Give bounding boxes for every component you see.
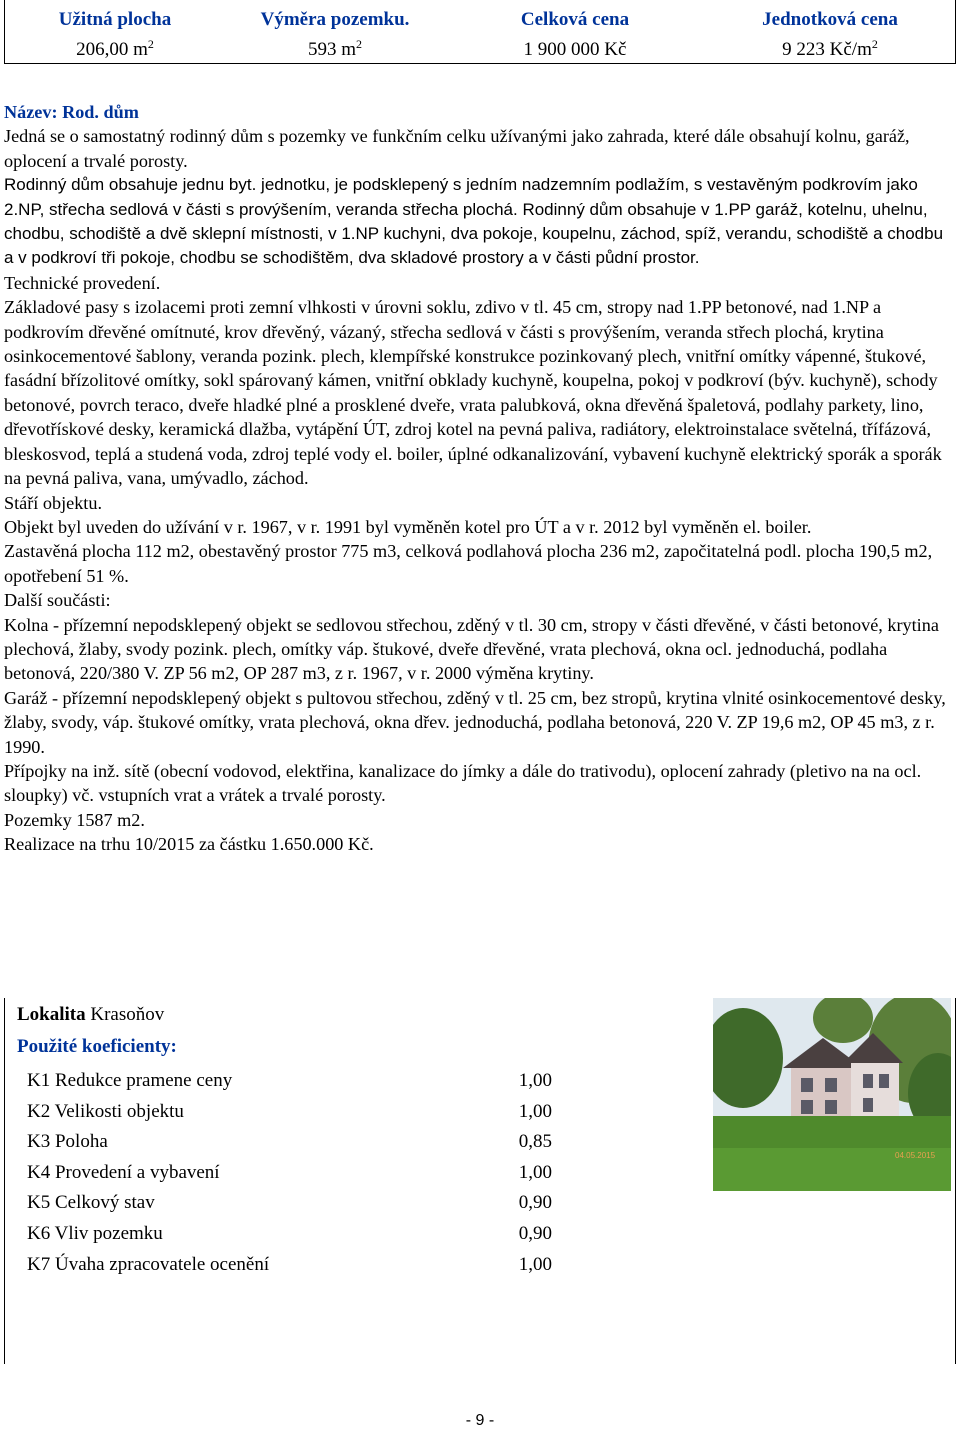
age-description: Objekt byl uveden do užívání v r. 1967, v r. 1991 byl vyměněn kotel pro ÚT a v r. 2012 byl vyměněn el. boiler. <box>4 516 812 537</box>
age-heading: Stáří objektu. <box>4 492 102 513</box>
house-photo <box>713 998 951 1191</box>
areas-description: Zastavěná plocha 112 m2, obestavěný prostor 775 m3, celková podlahová plocha 236 m2, započitatelná podl. plocha 190,5 m2, opotřebení 51 %. <box>4 541 933 586</box>
coef-row-k4: K4 Provedení a vybavení 1,00 <box>27 1161 552 1183</box>
garaz-description: Garáž - přízemní nepodsklepený objekt s pultovou střechou, zděný v tl. 25 cm, bez stropů, krytina vlnité osinkocementové desky, žlaby, svody, váp. štukové omítky, vrata plechová, okna dřev. jednoduchá, podlaha betonová, 220 V. ZP 19,6 m2, OP 45 m3, z r. 1990. <box>4 687 946 757</box>
tech-description: Základové pasy s izolacemi proti zemní vlhkosti v úrovni soklu, zdivo v tl. 45 cm, stropy nad 1.PP betonové, nad 1.NP a podkrovím dřevěné omítnuté, krov dřevěný, vázaný, střecha sedlová v části s provýšením, veranda střech plochá, krytina osinkocementové šablony, veranda pozink. plech, klempířské konstrukce pozinkovaný plech, vnitřní omítky vápenné, štukové, fasádní břízolitové omítky, sokl spárovaný kámen, vnitřní obklady kuchyně, koupelna, pokoj v podkroví (býv. kuchyně), schody betonové, povrch teraco, dveře hladké plné a prosklené dveře, vrata palubková, okna dřevěná špaletová, podlahy parkety, lino, dřevotřískové desky, keramická dlažba, vytápění ÚT, zdroj kotel na pevná paliva, radiátory, elektroinstalace světelná, třífázová, bleskosvod, teplá a studená voda, zdroj teplé vody el. boiler, úplné odkanalizování, vybavení kuchyně elektrický sporák a sporák na pevná paliva, vana, umývadlo, záchod. <box>4 297 942 489</box>
realizace-description: Realizace na trhu 10/2015 za částku 1.650.000 Kč. <box>4 834 374 855</box>
property-title: Název: Rod. dům <box>4 102 139 122</box>
coef-row-k2: K2 Velikosti objektu 1,00 <box>27 1100 552 1122</box>
pripojky-description: Přípojky na inž. sítě (obecní vodovod, elektřina, kanalizace do jímky a dále do trativodu), oplocení zahrady (pletivo na na ocl. sloupky) vč. vstupních vrat a vrátek a trvalé porosty. <box>4 760 922 806</box>
header-vymera-pozemku: Výměra pozemku. <box>260 9 410 30</box>
svg-text:04.05.2015: 04.05.2015 <box>895 1151 936 1160</box>
coefficients-box <box>4 998 956 1364</box>
coef-row-k7: K7 Úvaha zpracovatele ocenění 1,00 <box>27 1253 552 1275</box>
tech-heading: Technické provedení. <box>4 272 161 293</box>
value-jednotkova-cena: 9 223 $Kč/m^2$ <box>782 37 878 60</box>
coef-row-k3: K3 Poloha 0,85 <box>27 1131 552 1153</box>
lokalita <box>17 1004 164 1026</box>
header-uzitna-plocha: Užitná plocha <box>58 9 172 30</box>
coefficients-list <box>27 1066 552 1280</box>
lokalita-label: Lokalita <box>17 1004 86 1025</box>
other-heading: Další součásti: <box>4 590 111 611</box>
header-jednotkova-cena: Jednotková cena <box>762 9 898 30</box>
coef-row-k5: K5 Celkový stav 0,90 <box>27 1192 552 1214</box>
property-description <box>4 100 954 857</box>
page-number: - 9 - <box>465 1412 495 1429</box>
summary-value-row <box>5 38 955 62</box>
coef-row-k1: K1 Redukce pramene ceny 1,00 <box>27 1070 552 1091</box>
lokalita-value: Krasoňov <box>90 1004 165 1025</box>
description-layout: Rodinný dům obsahuje jednu byt. jednotku, je podsklepený s jedním nadzemním podlažím, s vestavěným podkrovím jako 2.NP, střecha sedlová v části s provýšením, veranda střecha plochá. Rodinný dům obsahuje v 1.PP garáž, kotelnu, uhelnu, chodbu, schodiště a dvě sklepní místnosti, v 1.NP kuchyni, dva pokoje, koupelnu, záchod, spíž, verandu, schodiště a chodbu a v podkroví tři pokoje, chodbu se schodištěm, dva skladové prostory a v části půdní prostor. <box>4 175 944 268</box>
value-uzitna-plocha: 206,00 $m^2$ <box>76 37 154 60</box>
summary-header-row <box>5 8 955 32</box>
value-vymera-pozemku: 593 $m^2$ <box>307 37 363 60</box>
kolna-description: Kolna - přízemní nepodsklepený objekt se sedlovou střechou, zděný v tl. 30 cm, stropy v části dřevěné, v části betonové, krytina plechová, žlaby, svody pozink. plech, omítky váp. štukové, dveře dřevěné, vrata plechová, okna ocl. jednoduchá, podlaha betonová, 220/380 V. ZP 56 m2, OP 287 m3, z r. 1967, v r. 2000 výměna krytiny. <box>4 614 939 684</box>
value-celkova-cena: 1 900 000 Kč <box>523 39 627 60</box>
coef-row-k6: K6 Vliv pozemku 0,90 <box>27 1222 552 1244</box>
header-celkova-cena: Celková cena <box>520 9 630 30</box>
description-intro: Jedná se o samostatný rodinný dům s pozemky ve funkčním celku užívanými jako zahrada, které dále obsahují kolnu, garáž, oplocení a trvalé porosty. <box>4 126 910 171</box>
house-photo-image <box>713 998 951 1191</box>
coefficients-title: Použité koeficienty: <box>17 1036 177 1057</box>
summary-table <box>4 0 956 64</box>
pozemky-description: Pozemky 1587 m2. <box>4 809 145 830</box>
